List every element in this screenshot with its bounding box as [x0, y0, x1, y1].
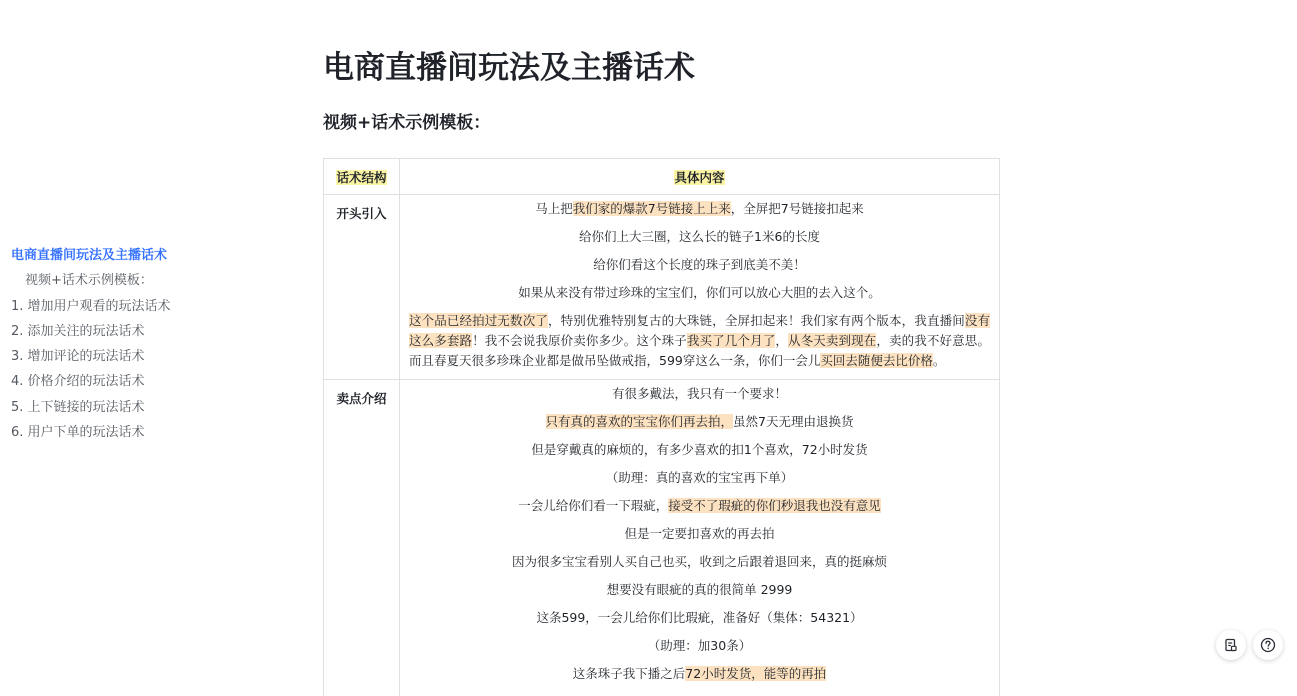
doc-outline-button[interactable] — [1216, 630, 1246, 660]
outline-item[interactable]: 视频+话术示例模板： — [25, 273, 153, 289]
script-line — [409, 227, 990, 247]
script-line — [409, 199, 990, 219]
text-segment: 马上把 — [535, 201, 573, 216]
text-segment: 虽然7天无理由退换货 — [733, 414, 854, 429]
script-line — [409, 311, 990, 371]
script-line — [409, 496, 990, 516]
highlighted-text: 买回去随便去比价格 — [820, 353, 933, 368]
text-segment: 给你们看这个长度的珠子到底美不美！ — [593, 257, 806, 272]
table-header-row — [324, 159, 1000, 195]
table-header-cell: 话术结构 — [324, 159, 400, 195]
text-segment: 有很多戴法，我只有一个要求！ — [611, 386, 787, 401]
outline-item[interactable]: 电商直播间玩法及主播话术 — [11, 248, 168, 263]
highlighted-text: 从冬天卖到现在 — [787, 333, 877, 348]
script-line — [409, 608, 990, 628]
script-line — [409, 440, 990, 460]
highlighted-text: 接受不了瑕疵的你们秒退我也没有意见 — [668, 498, 881, 513]
outline-item[interactable]: 5. 上下链接的玩法话术 — [11, 399, 145, 415]
text-segment: （助理：加30条） — [647, 638, 752, 653]
help-button[interactable] — [1253, 630, 1283, 660]
script-line — [409, 412, 990, 432]
help-icon — [1260, 637, 1276, 653]
row-content-cell — [400, 380, 1000, 696]
text-segment: ，全屏把7号链接扣起来 — [730, 201, 864, 216]
outline-item[interactable]: 4. 价格介绍的玩法话术 — [11, 374, 145, 390]
text-segment: 这条599，一会儿给你们比瑕疵，准备好（集体：54321） — [536, 610, 863, 625]
script-line — [409, 468, 990, 488]
outline-item[interactable]: 1. 增加用户观看的玩法话术 — [11, 298, 171, 314]
outline-item[interactable]: 2. 添加关注的玩法话术 — [11, 323, 145, 339]
text-segment: ，特别优雅特别复古的大珠链，全屏扣起来！我们家有两个版本，我直播间 — [547, 313, 965, 328]
doc-outline-icon — [1224, 638, 1238, 652]
row-label-cell: 开头引入 — [324, 195, 400, 380]
table-row — [324, 195, 1000, 380]
text-segment: 因为很多宝宝看别人买自己也买，收到之后跟着退回来，真的挺麻烦 — [511, 554, 887, 569]
text-segment: ！我不会说我原价卖你多少。这个珠子 — [472, 333, 687, 348]
script-line — [409, 664, 990, 684]
text-segment: （助理：真的喜欢的宝宝再下单） — [605, 470, 794, 485]
text-segment: 想要没有眼疵的真的很简单 2999 — [606, 582, 793, 597]
highlighted-text: 我们家的爆款7号链接上上来 — [572, 201, 731, 216]
text-segment: 但是穿戴真的麻烦的，有多少喜欢的扣1个喜欢，72小时发货 — [531, 442, 868, 457]
script-line — [409, 552, 990, 572]
row-content-cell — [400, 195, 1000, 380]
text-segment: ， — [775, 333, 788, 348]
table-header-cell: 具体内容 — [400, 159, 1000, 195]
table-row — [324, 380, 1000, 696]
outline-item[interactable]: 6. 用户下单的玩法话术 — [11, 425, 145, 441]
text-segment: 如果从来没有带过珍珠的宝宝们，你们可以放心大胆的去入这个。 — [518, 285, 881, 300]
highlighted-text: 没有这么多套路 — [409, 313, 990, 348]
section-heading: 视频+话术示例模板： — [323, 113, 491, 133]
script-line — [409, 636, 990, 656]
script-line — [409, 255, 990, 275]
outline-nav — [11, 247, 241, 449]
script-line — [409, 384, 990, 404]
text-segment: 给你们上大三圈，这么长的链子1米6的长度 — [579, 229, 820, 244]
text-segment: 。 — [932, 353, 946, 368]
script-table — [323, 158, 1000, 696]
text-segment: 但是一定要扣喜欢的再去拍 — [624, 526, 775, 541]
row-label-cell: 卖点介绍 — [324, 380, 400, 696]
text-segment: 这条珠子我下播之后 — [572, 666, 686, 681]
outline-item[interactable]: 3. 增加评论的玩法话术 — [11, 349, 145, 365]
script-line — [409, 524, 990, 544]
highlighted-text: 我买了几个月了 — [686, 333, 776, 348]
highlighted-text: 72小时发货，能等的再拍 — [685, 666, 827, 681]
page-title: 电商直播间玩法及主播话术 — [323, 50, 695, 86]
script-line — [409, 580, 990, 600]
text-segment: 一会儿给你们看一下瑕疵， — [518, 498, 669, 513]
script-line — [409, 283, 990, 303]
highlighted-text: 只有真的喜欢的宝宝你们再去拍， — [545, 414, 734, 429]
text-segment: ，卖的我不好意思。而且春夏天很多珍珠企业都是做吊坠做戒指，599穿这么一条，你们一会儿 — [409, 333, 990, 368]
highlighted-text: 这个品已经拍过无数次了 — [409, 313, 548, 328]
